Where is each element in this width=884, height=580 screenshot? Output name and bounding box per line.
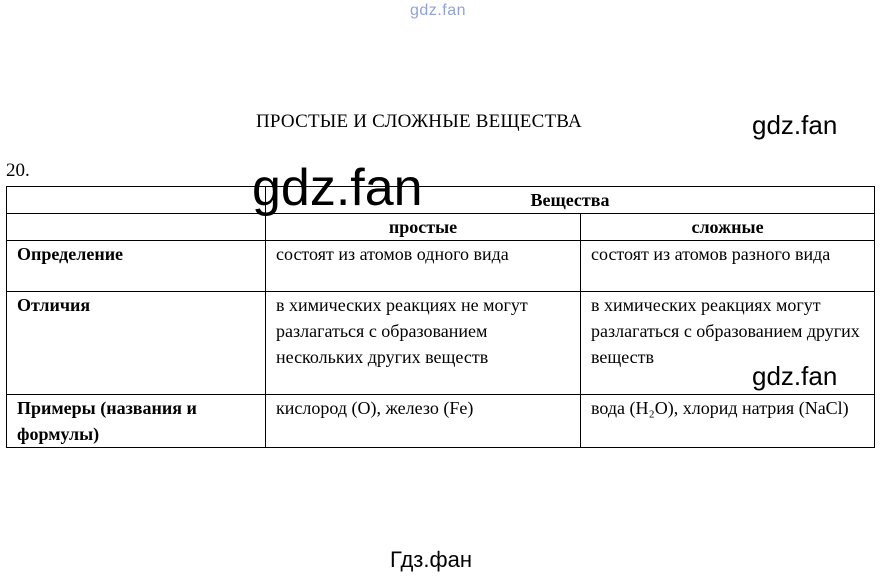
row-label-differences: Отличия xyxy=(7,292,266,395)
column-header-complex: сложные xyxy=(581,214,875,241)
watermark-bottom: Гдз.фан xyxy=(390,547,472,572)
table-subheader-row xyxy=(7,214,875,241)
watermark-right-upper: gdz.fan xyxy=(752,110,838,140)
cell-definition-complex: состоят из атомов разного вида xyxy=(581,241,875,292)
cell-differences-simple: в химических реакциях не могут разлагаться с образованием нескольких других веществ xyxy=(266,292,581,395)
substances-table xyxy=(6,186,875,448)
table-row xyxy=(7,395,875,448)
watermark-right-lower: gdz.fan xyxy=(752,361,838,391)
cell-definition-simple: состоят из атомов одного вида xyxy=(266,241,581,292)
watermark-large: gdz.fan xyxy=(252,159,423,217)
page-title: ПРОСТЫЕ И СЛОЖНЫЕ ВЕЩЕСТВА xyxy=(256,111,582,132)
cell-examples-simple: кислород (O), железо (Fe) xyxy=(266,395,581,448)
group-header: Вещества xyxy=(266,187,875,214)
row-label-definition: Определение xyxy=(7,241,266,292)
column-header-simple: простые xyxy=(266,214,581,241)
header-empty-cell xyxy=(7,187,266,214)
table-header-row xyxy=(7,187,875,214)
table-row xyxy=(7,292,875,395)
cell-examples-complex: вода (H₂O), хлорид натрия (NaCl) xyxy=(581,395,875,448)
table-row xyxy=(7,241,875,292)
row-label-examples: Примеры (названия и формулы) xyxy=(7,395,266,448)
task-number: 20. xyxy=(6,160,30,181)
subheader-empty-cell xyxy=(7,214,266,241)
watermark-top: gdz.fan xyxy=(410,2,466,19)
cell-differences-complex: в химических реакциях могут разлагаться с образованием других веществ xyxy=(581,292,875,395)
